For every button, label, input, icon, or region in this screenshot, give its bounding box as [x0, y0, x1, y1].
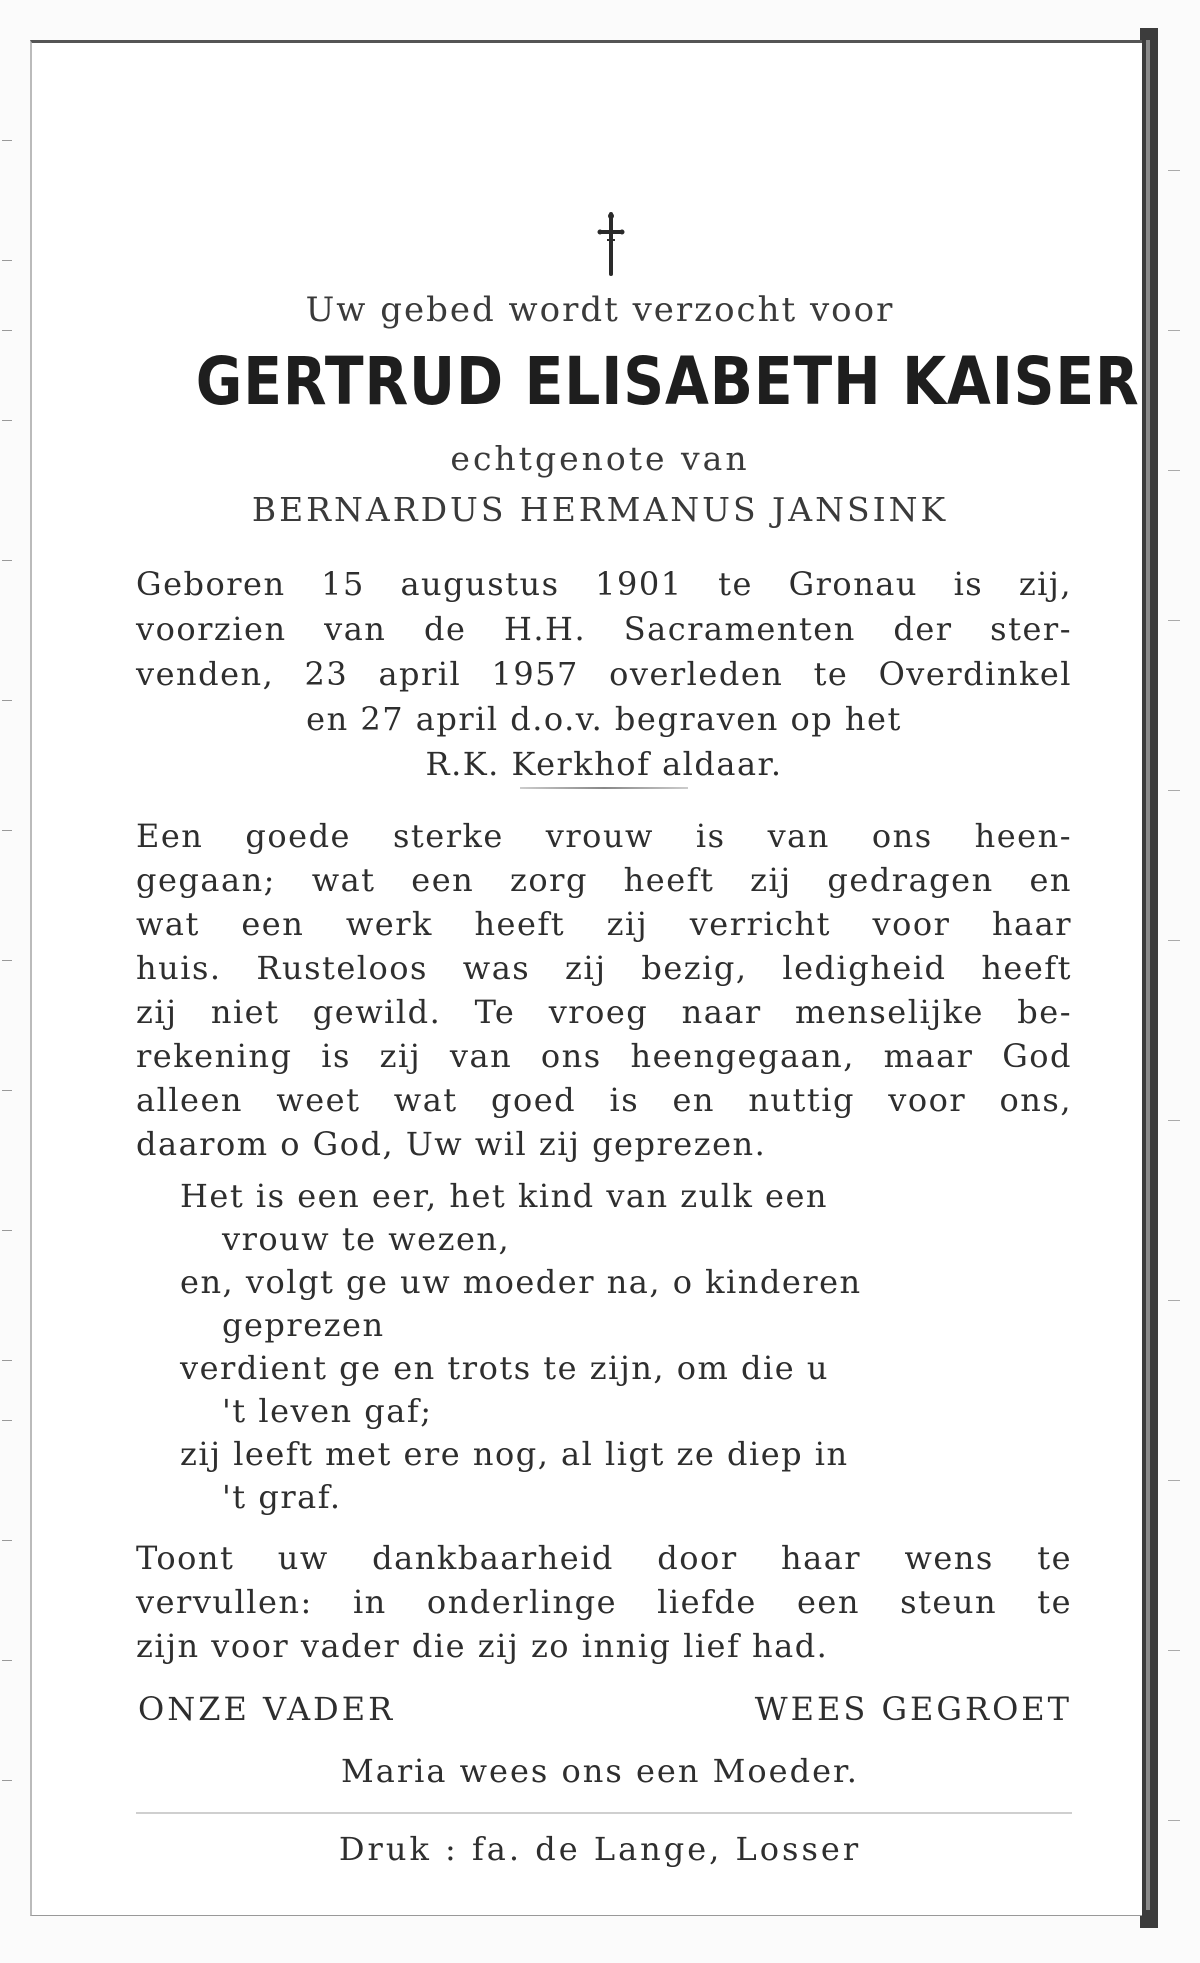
deceased-name: GERTRUD ELISABETH KAISER [195, 343, 1140, 420]
poem-line: vrouw te wezen, [222, 1220, 511, 1258]
eulogy [136, 814, 1072, 1166]
thanks-line: Toont uw dankbaarheid door haar wens te [136, 1539, 1072, 1577]
thanks-line: vervullen: in onderlinge liefde een steun te [136, 1583, 1072, 1621]
eulogy-line: zij niet gewild. Te vroeg naar menselijke be- [136, 993, 1072, 1031]
poem-line: en, volgt ge uw moeder na, o kinderen [180, 1263, 862, 1301]
bottom-rule [136, 1812, 1072, 1814]
bio-line: Geboren 15 augustus 1901 te Gronau is zij, [136, 565, 1072, 603]
eulogy-line: gegaan; wat een zorg heeft zij gedragen en [136, 861, 1072, 899]
card-right-edge [1146, 40, 1150, 1910]
prayer-our-father: ONZE VADER [138, 1690, 396, 1728]
eulogy-line: daarom o God, Uw wil zij geprezen. [136, 1125, 767, 1163]
poem-line: verdient ge en trots te zijn, om die u [180, 1349, 829, 1387]
eulogy-line: rekening is zij van ons heengegaan, maar God [136, 1037, 1072, 1075]
latin-cross-icon [596, 212, 626, 276]
printer-credit: Druk : fa. de Lange, Losser [338, 1830, 862, 1868]
eulogy-line: alleen weet wat goed is en nuttig voor ons, [136, 1081, 1072, 1119]
prayer-hail-mary: WEES GEGROET [754, 1690, 1072, 1728]
divider [520, 787, 688, 789]
eulogy-line: Een goede sterke vrouw is van ons heen- [136, 817, 1072, 855]
poem [180, 1175, 1000, 1519]
eulogy-line: huis. Rusteloos was zij bezig, ledigheid heeft [136, 949, 1072, 987]
thanks-paragraph [136, 1536, 1072, 1668]
bio-line: R.K. Kerkhof aldaar. [425, 745, 783, 783]
prayer-request: Uw gebed wordt verzocht voor [305, 290, 895, 330]
bio-line: venden, 23 april 1957 overleden te Overdinkel [136, 655, 1072, 693]
poem-line: geprezen [222, 1306, 385, 1344]
thanks-line: zijn voor vader die zij zo innig lief had. [136, 1627, 829, 1665]
poem-line: zij leeft met ere nog, al ligt ze diep in [180, 1435, 849, 1473]
spouse-label: echtgenote van [450, 439, 750, 478]
biography [136, 562, 1072, 787]
closing-invocation: Maria wees ons een Moeder. [341, 1752, 859, 1790]
bio-line: voorzien van de H.H. Sacramenten der ster- [136, 610, 1072, 648]
poem-line: 't graf. [222, 1478, 342, 1516]
poem-line: Het is een eer, het kind van zulk een [180, 1177, 829, 1215]
eulogy-line: wat een werk heeft zij verricht voor haar [136, 905, 1072, 943]
left-scan-edge [0, 0, 18, 1963]
poem-line: 't leven gaf; [222, 1392, 433, 1430]
bio-line: en 27 april d.o.v. begraven op het [306, 700, 902, 738]
spouse-name: BERNARDUS HERMANUS JANSINK [251, 490, 949, 529]
prayers-row [138, 1690, 1072, 1734]
